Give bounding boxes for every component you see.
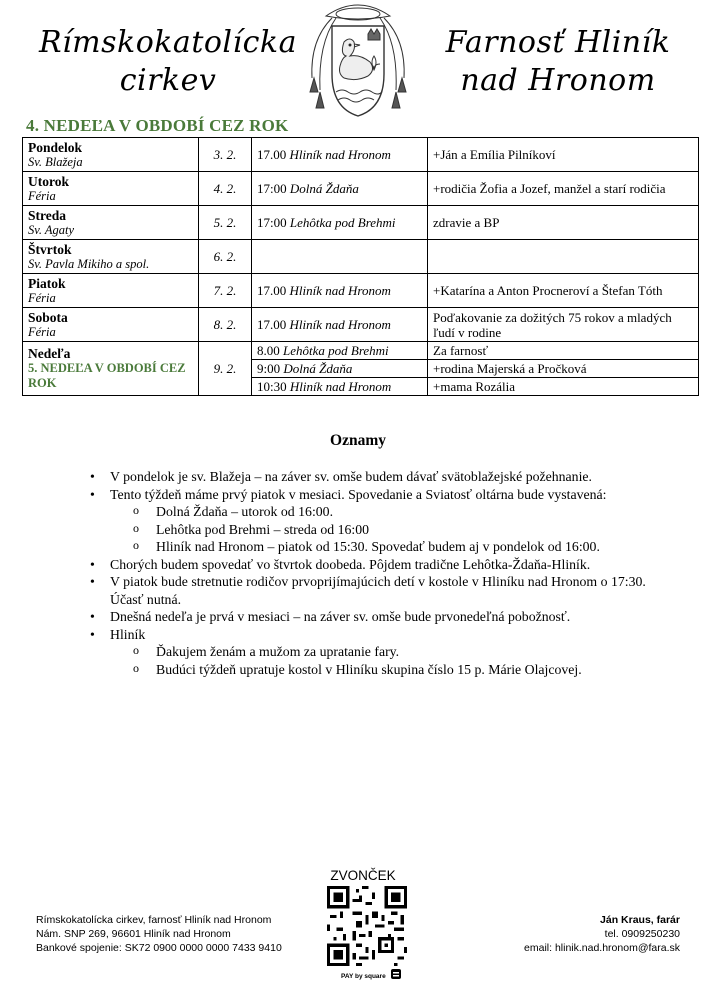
announcements-title: Oznamy [330, 432, 386, 449]
date-cell: 6. 2. [199, 240, 252, 274]
day-name: Streda [28, 207, 67, 223]
intention-cell: +mama Rozália [428, 378, 699, 396]
day-saint: Sv. Pavla Mikiho a spol. [28, 256, 150, 271]
header-left [28, 24, 308, 100]
day-saint: Féria [28, 324, 56, 339]
mass-place: Dolná Ždaňa [289, 181, 359, 196]
mass-time: 17:00 [257, 181, 287, 196]
announcements-list [88, 468, 668, 678]
day-name: Piatok [28, 275, 66, 291]
header-left-line2: cirkev [119, 63, 217, 98]
mass-time: 17.00 [257, 283, 287, 298]
date-cell: 4. 2. [199, 172, 252, 206]
day-name: Nedeľa [28, 346, 71, 361]
day-name: Pondelok [28, 139, 83, 155]
list-item: o Dolná Ždaňa – utorok od 16:00. [88, 503, 668, 521]
list-item: o Ďakujem ženám a mužom za upratanie fary. [88, 643, 668, 661]
footer-address: Nám. SNP 269, 96601 Hliník nad Hronom [36, 928, 231, 940]
mass-time: 17.00 [257, 317, 287, 332]
mass-cell [252, 206, 428, 240]
table-row [23, 308, 699, 342]
header-right-line1: Farnosť Hliník [445, 25, 671, 60]
mass-cell [252, 138, 428, 172]
day-cell [23, 240, 199, 274]
intention-cell: Poďakovanie za dožitých 75 rokov a mladých ľudí v rodine [428, 308, 699, 342]
mass-place: Hliník nad Hronom [289, 147, 391, 162]
day-cell [23, 308, 199, 342]
mass-place: Hliník nad Hronom [289, 283, 391, 298]
next-sunday-label: 5. NEDEĽA V OBDOBÍ CEZ ROK [28, 361, 186, 390]
qr-caption: ZVONČEK [330, 868, 396, 883]
mass-place: Hliník nad Hronom [289, 379, 392, 394]
coat-of-arms-icon [296, 0, 420, 120]
intention-cell [428, 240, 699, 274]
list-item: • V piatok bude stretnutie rodičov prvoprijímajúcich detí v kostole v Hliníku nad Hronom o 17:30. Účasť nutná. [88, 573, 668, 608]
day-name: Utorok [28, 173, 70, 189]
pay-by-square-logo [327, 966, 407, 982]
list-item: • Tento týždeň máme prvý piatok v mesiaci. Spovedanie a Sviatosť oltárna bude vystavená: [88, 486, 668, 504]
week-title: 4. NEDEĽA V OBDOBÍ CEZ ROK [26, 116, 289, 135]
header-left-line1: Rímskokatolícka [38, 25, 297, 60]
table-row [23, 138, 699, 172]
mass-cell [252, 308, 428, 342]
intention-cell: zdravie a BP [428, 206, 699, 240]
list-item: o Lehôtka pod Brehmi – streda od 16:00 [88, 521, 668, 539]
list-item: • Chorých budem spovedať vo štvrtok doobeda. Pôjdem tradične Lehôtka-Ždaňa-Hliník. [88, 556, 668, 574]
list-item: o Budúci týždeň upratuje kostol v Hliníku skupina číslo 15 p. Márie Olajcovej. [88, 661, 668, 679]
table-row [23, 240, 699, 274]
day-cell [23, 172, 199, 206]
day-cell [23, 274, 199, 308]
mass-time: 17:00 [257, 215, 287, 230]
table-row [23, 274, 699, 308]
header-right [428, 24, 688, 100]
mass-place: Lehôtka pod Brehmi [289, 215, 396, 230]
list-item: • Hliník [88, 626, 668, 644]
intention-cell: +Katarína a Anton Procneroví a Štefan Tóth [428, 274, 699, 308]
footer-email: email: hlinik.nad.hronom@fara.sk [524, 942, 680, 954]
intention-cell: +rodina Majerská a Pročková [428, 360, 699, 378]
mass-cell [252, 360, 428, 378]
list-item: • V pondelok je sv. Blažeja – na záver sv. omše budem dávať svätoblažejské požehnanie. [88, 468, 668, 486]
day-cell [23, 342, 199, 396]
mass-place: Dolná Ždaňa [283, 361, 353, 376]
header-right-line2: nad Hronom [460, 63, 656, 98]
day-name: Štvrtok [28, 241, 72, 257]
mass-cell [252, 274, 428, 308]
date-cell: 9. 2. [199, 342, 252, 396]
intention-cell: +rodičia Žofia a Jozef, manžel a starí rodičia [428, 172, 699, 206]
mass-cell [252, 378, 428, 396]
footer-priest-name: Ján Kraus, farár [600, 914, 680, 926]
qr-code-icon [327, 886, 407, 966]
footer-bank: Bankové spojenie: SK72 0900 0000 0000 7433 9410 [36, 942, 282, 954]
table-row [23, 172, 699, 206]
pay-by-square-text: PAY by square [341, 973, 386, 980]
list-item: • Dnešná nedeľa je prvá v mesiaci – na záver sv. omše bude prvonedeľná pobožnosť. [88, 608, 668, 626]
mass-time: 10:30 [257, 379, 287, 394]
mass-place: Lehôtka pod Brehmi [283, 343, 389, 358]
list-item: o Hliník nad Hronom – piatok od 15:30. Spovedať budem aj v pondelok od 16:00. [88, 538, 668, 556]
footer-phone: tel. 0909250230 [604, 928, 680, 940]
mass-time: 9:00 [257, 361, 281, 376]
mass-cell [252, 172, 428, 206]
mass-schedule-table [22, 137, 699, 396]
intention-cell: Za farnosť [428, 342, 699, 360]
mass-cell [252, 342, 428, 360]
intention-cell: +Ján a Emília Pilníkoví [428, 138, 699, 172]
day-saint: Féria [28, 290, 56, 305]
mass-time: 17.00 [257, 147, 287, 162]
date-cell: 5. 2. [199, 206, 252, 240]
day-saint: Sv. Blažeja [28, 154, 83, 169]
mass-time: 8.00 [257, 343, 280, 358]
footer-left [36, 913, 282, 955]
date-cell: 3. 2. [199, 138, 252, 172]
mass-cell [252, 240, 428, 274]
footer-org-name: Rímskokatolícka cirkev, farnosť Hliník nad Hronom [36, 914, 272, 926]
day-saint: Féria [28, 188, 56, 203]
date-cell: 8. 2. [199, 308, 252, 342]
footer-right [524, 913, 680, 955]
day-cell [23, 138, 199, 172]
date-cell: 7. 2. [199, 274, 252, 308]
day-name: Sobota [28, 309, 68, 325]
table-row [23, 342, 699, 360]
table-row [23, 206, 699, 240]
day-cell [23, 206, 199, 240]
day-saint: Sv. Agaty [28, 222, 75, 237]
mass-place: Hliník nad Hronom [289, 317, 391, 332]
